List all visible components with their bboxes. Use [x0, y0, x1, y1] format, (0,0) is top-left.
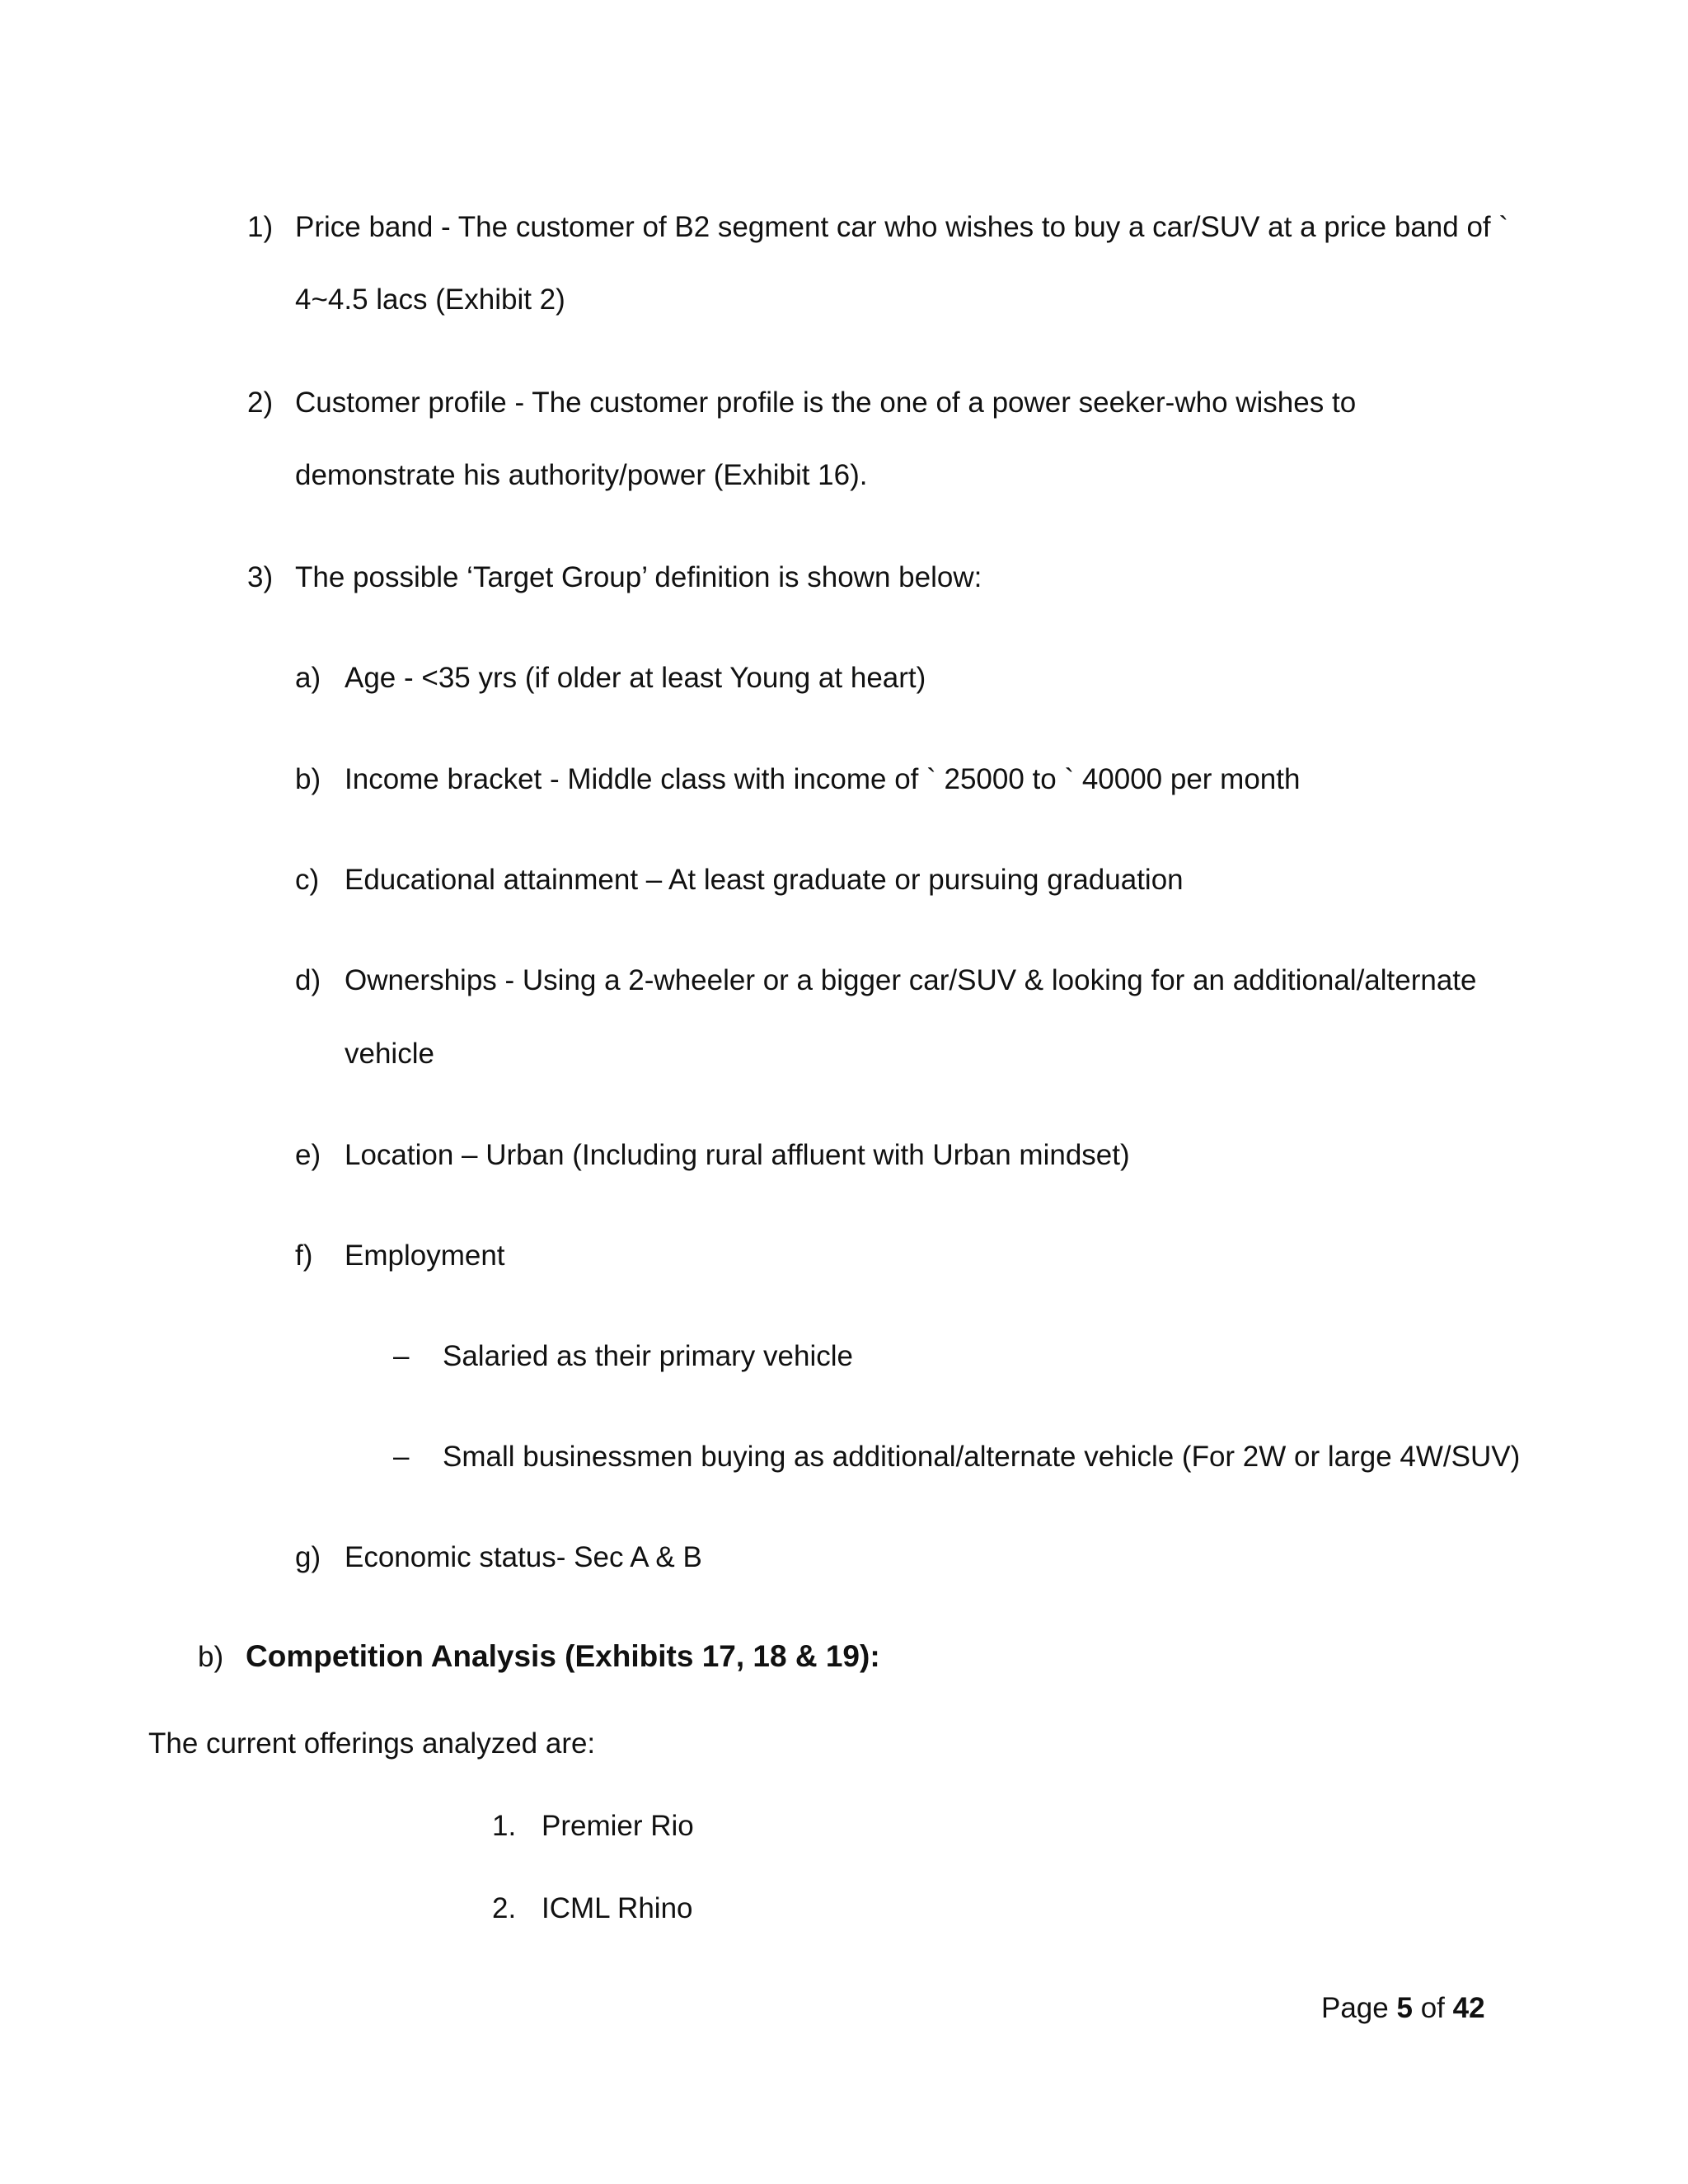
- sublist-item-text: Ownerships - Using a 2-wheeler or a bigger car/SUV & looking for an additional/alternate: [345, 964, 1477, 996]
- page-of: of: [1420, 1992, 1445, 2024]
- list-marker: 3): [247, 561, 274, 593]
- page-number: [1321, 1990, 1485, 2027]
- sublist-marker: a): [295, 662, 321, 694]
- sublist-marker: d): [295, 964, 321, 996]
- sublist-marker: e): [295, 1139, 321, 1171]
- sublist-item-text: Location – Urban (Including rural affluent with Urban mindset): [345, 1139, 1130, 1171]
- list-marker: 1): [247, 211, 274, 243]
- list-item-text: Customer profile - The customer profile is the one of a power seeker-who wishes to: [295, 387, 1357, 419]
- offering-text: Premier Rio: [542, 1810, 694, 1842]
- sublist-marker: b): [295, 763, 321, 795]
- dash-bullet: –: [393, 1340, 410, 1372]
- list-item-text: The possible ‘Target Group’ definition is shown below:: [295, 561, 982, 593]
- section-marker: b): [198, 1641, 224, 1673]
- page-prefix: Page: [1321, 1992, 1389, 2024]
- list-item-text: demonstrate his authority/power (Exhibit 16).: [295, 459, 868, 491]
- sublist-item-text: Income bracket - Middle class with income of ` 25000 to ` 40000 per month: [345, 763, 1301, 795]
- sub-bullet-text: Salaried as their primary vehicle: [443, 1340, 853, 1372]
- section-heading: Competition Analysis (Exhibits 17, 18 & 19):: [246, 1639, 880, 1673]
- sublist-marker: f): [295, 1240, 313, 1272]
- sublist-item-text: Educational attainment – At least graduate or pursuing graduation: [345, 864, 1184, 896]
- list-marker: 2): [247, 387, 274, 419]
- total-pages: 42: [1452, 1992, 1485, 2024]
- sublist-marker: g): [295, 1541, 321, 1573]
- list-item-text: Price band - The customer of B2 segment car who wishes to buy a car/SUV at a price band of `: [295, 211, 1509, 243]
- offering-marker: 1.: [492, 1810, 517, 1842]
- paragraph-text: The current offerings analyzed are:: [148, 1727, 596, 1760]
- dash-bullet: –: [393, 1441, 410, 1473]
- sublist-item-text: Economic status- Sec A & B: [345, 1541, 702, 1573]
- sublist-item-text: Employment: [345, 1240, 505, 1272]
- sub-bullet-text: Small businessmen buying as additional/alternate vehicle (For 2W or large 4W/SUV): [443, 1441, 1521, 1473]
- offering-marker: 2.: [492, 1892, 517, 1924]
- sublist-marker: c): [295, 864, 320, 896]
- current-page: 5: [1396, 1992, 1413, 2024]
- sublist-item-text: vehicle: [345, 1038, 434, 1070]
- list-item-text: 4~4.5 lacs (Exhibit 2): [295, 284, 565, 316]
- sublist-item-text: Age - <35 yrs (if older at least Young at heart): [345, 662, 926, 694]
- offering-text: ICML Rhino: [542, 1892, 693, 1924]
